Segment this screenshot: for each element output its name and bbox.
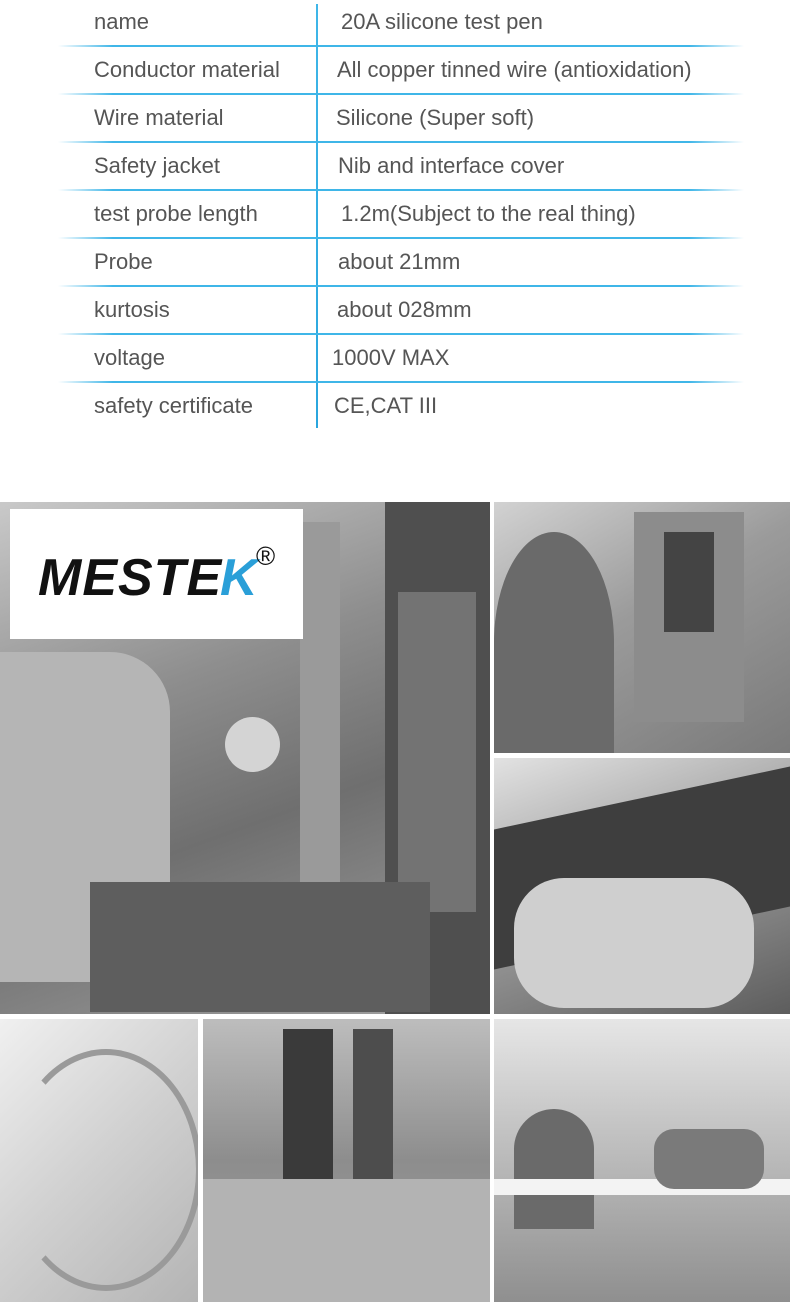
spec-row xyxy=(0,0,790,48)
spec-value: about 21mm xyxy=(338,249,461,274)
row-separator xyxy=(58,93,744,95)
spec-row xyxy=(0,144,790,192)
spec-label: Conductor material xyxy=(94,57,280,82)
factory-photo-bottom-middle xyxy=(203,1019,490,1302)
factory-photo-bottom-right xyxy=(494,1019,790,1302)
spec-row xyxy=(0,96,790,144)
spec-value: Silicone (Super soft) xyxy=(336,105,535,130)
spec-value: 20A silicone test pen xyxy=(341,9,543,34)
spec-value: CE,CAT III xyxy=(334,393,438,418)
spec-label: Wire material xyxy=(94,105,224,130)
spec-table xyxy=(0,0,790,440)
row-separator xyxy=(58,333,744,335)
spec-row xyxy=(0,240,790,288)
spec-value: 1.2m(Subject to the real thing) xyxy=(341,201,636,226)
row-separator xyxy=(58,285,744,287)
spec-row xyxy=(0,288,790,336)
factory-photo-middle-right xyxy=(494,758,790,1014)
mestek-logo-icon xyxy=(10,509,303,639)
spec-label: voltage xyxy=(94,345,165,370)
factory-photo-bottom-left xyxy=(0,1019,198,1302)
spec-label: name xyxy=(94,9,150,34)
spec-label: Probe xyxy=(94,249,153,274)
row-separator xyxy=(58,237,744,239)
row-separator xyxy=(58,141,744,143)
spec-row xyxy=(0,384,790,432)
spec-value: about 028mm xyxy=(337,297,472,322)
factory-photo-top-right xyxy=(494,502,790,753)
row-separator xyxy=(58,189,744,191)
spec-value: Nib and interface cover xyxy=(338,153,565,178)
registered-mark: ® xyxy=(256,541,276,571)
spec-row xyxy=(0,192,790,240)
spec-label: Safety jacket xyxy=(94,153,220,178)
logo-text-k: K xyxy=(220,549,258,607)
spec-value: 1000V MAX xyxy=(332,345,450,370)
brand-logo xyxy=(10,509,303,639)
row-separator xyxy=(58,45,744,47)
spec-label: test probe length xyxy=(94,201,258,226)
spec-value: All copper tinned wire (antioxidation) xyxy=(337,57,692,82)
spec-label: safety certificate xyxy=(94,393,253,418)
spec-label: kurtosis xyxy=(94,297,170,322)
logo-text-main: MESTE xyxy=(38,549,223,607)
spec-row xyxy=(0,336,790,384)
row-separator xyxy=(58,381,744,383)
spec-row xyxy=(0,48,790,96)
